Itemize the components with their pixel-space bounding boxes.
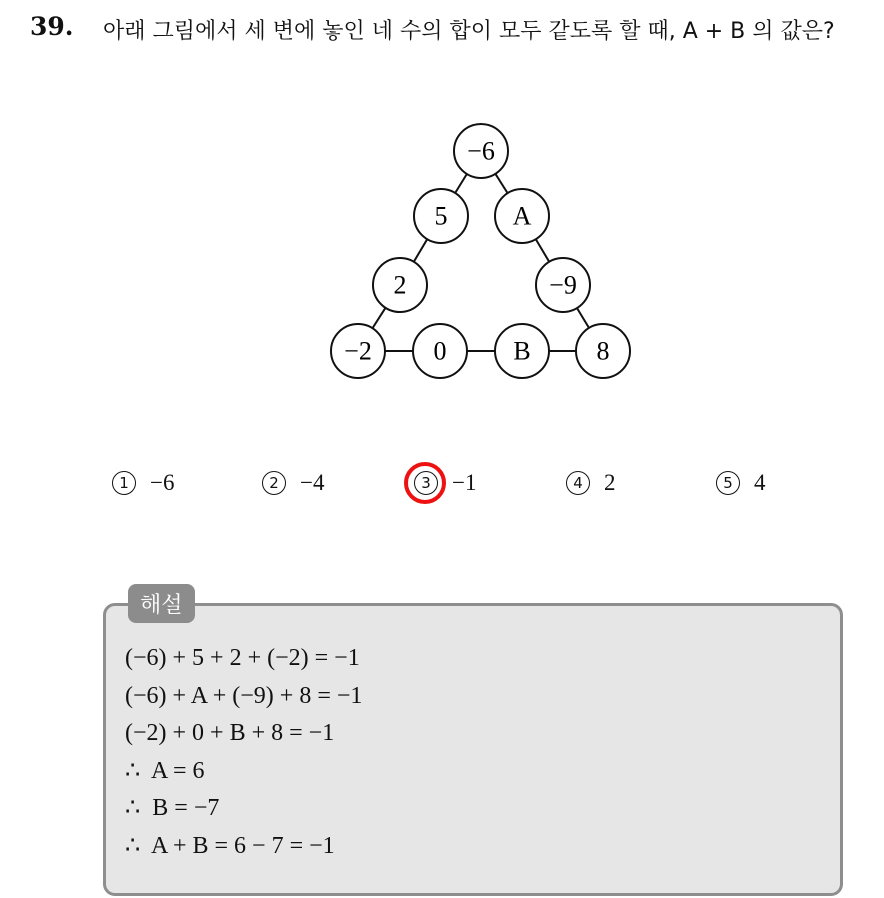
choice-number: 5 (716, 471, 740, 495)
solution-lines (125, 640, 362, 865)
node-label: 0 (433, 336, 447, 366)
node-b1 (413, 324, 467, 378)
node-l1 (414, 189, 468, 243)
node-label: 5 (434, 201, 448, 231)
node-label: −2 (344, 336, 372, 366)
solution-line: ∴ B = −7 (125, 795, 220, 821)
choice-number: 1 (112, 471, 136, 495)
node-label: 8 (596, 336, 610, 366)
node-l2 (373, 258, 427, 312)
solution-line: (−6) + 5 + 2 + (−2) = −1 (125, 645, 360, 671)
choice-2[interactable] (262, 470, 324, 496)
solution-line: ∴ A = 6 (125, 757, 205, 784)
solution-tag: 해설 (128, 584, 195, 623)
node-r2 (536, 258, 590, 312)
choice-value: −6 (150, 470, 175, 495)
node-b2 (495, 324, 549, 378)
solution-line: (−6) + A + (−9) + 8 = −1 (125, 682, 363, 709)
solution-line: ∴ A + B = 6 − 7 = −1 (125, 832, 335, 859)
node-label: −9 (549, 270, 577, 300)
question-number: 39. (30, 12, 74, 41)
selected-answer-mark (404, 462, 446, 504)
node-label: B (513, 336, 531, 366)
choice-value: −1 (452, 470, 477, 495)
node-top (454, 124, 508, 178)
choice-number: 3 (414, 471, 438, 495)
choice-value: 2 (604, 470, 616, 495)
node-label: A (512, 201, 532, 231)
node-bl (331, 324, 385, 378)
choice-1[interactable] (112, 470, 174, 496)
choice-value: 4 (754, 470, 766, 495)
choice-4[interactable] (566, 470, 616, 496)
node-label: −6 (467, 136, 495, 166)
solution-line: (−2) + 0 + B + 8 = −1 (125, 720, 335, 746)
choice-5[interactable] (716, 470, 766, 496)
triangle-diagram (0, 0, 884, 420)
node-label: 2 (393, 270, 407, 300)
question-text: 아래 그림에서 세 변에 놓인 네 수의 합이 모두 같도록 할 때, A + B 의 값은? (103, 19, 835, 44)
choice-number: 4 (566, 471, 590, 495)
node-br (576, 324, 630, 378)
node-r1 (495, 189, 549, 243)
choice-value: −4 (300, 470, 325, 495)
choice-number: 2 (262, 471, 286, 495)
